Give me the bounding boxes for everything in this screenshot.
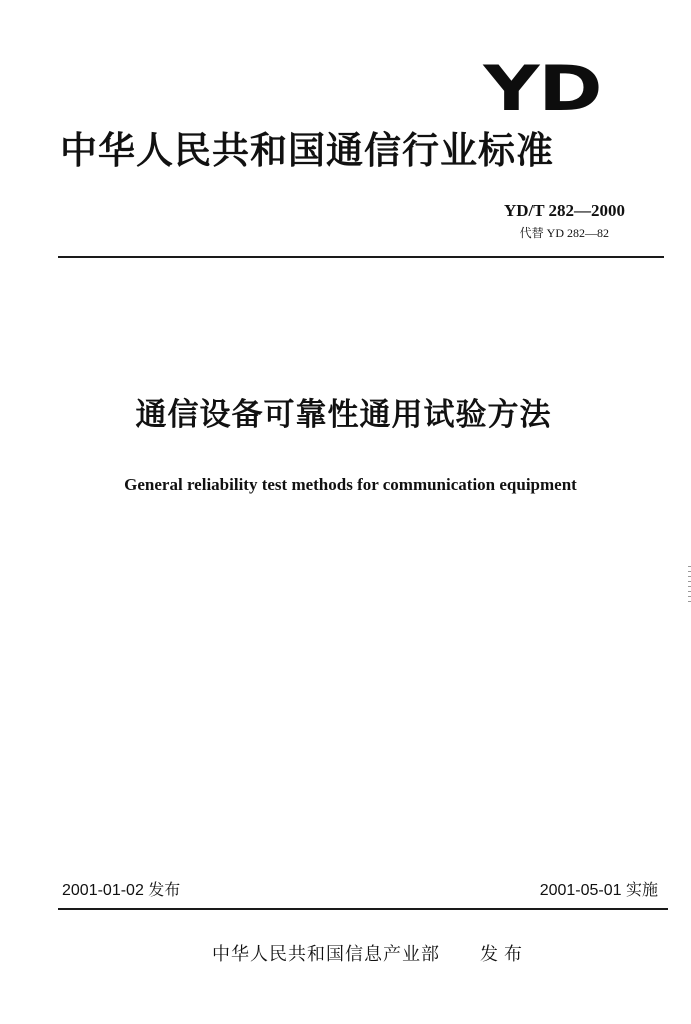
publisher-name: 中华人民共和国信息产业部 <box>212 944 440 965</box>
document-title-english: General reliability test methods for communication equipment <box>124 475 577 494</box>
issue-date: 2001-01-02 发布 <box>62 882 181 899</box>
yd-logo: YD <box>483 52 601 125</box>
implementation-date: 2001-05-01 实施 <box>539 882 658 899</box>
standard-number: YD/T 282—2000 <box>503 201 625 220</box>
org-title: 中华人民共和国通信行业标准 <box>60 129 554 172</box>
top-divider <box>58 256 664 258</box>
bottom-divider <box>58 908 668 910</box>
replaces-standard: 代替 YD 282—82 <box>519 226 609 240</box>
publish-verb: 发布 <box>480 944 528 965</box>
document-title-chinese: 通信设备可靠性通用试验方法 <box>135 397 552 433</box>
